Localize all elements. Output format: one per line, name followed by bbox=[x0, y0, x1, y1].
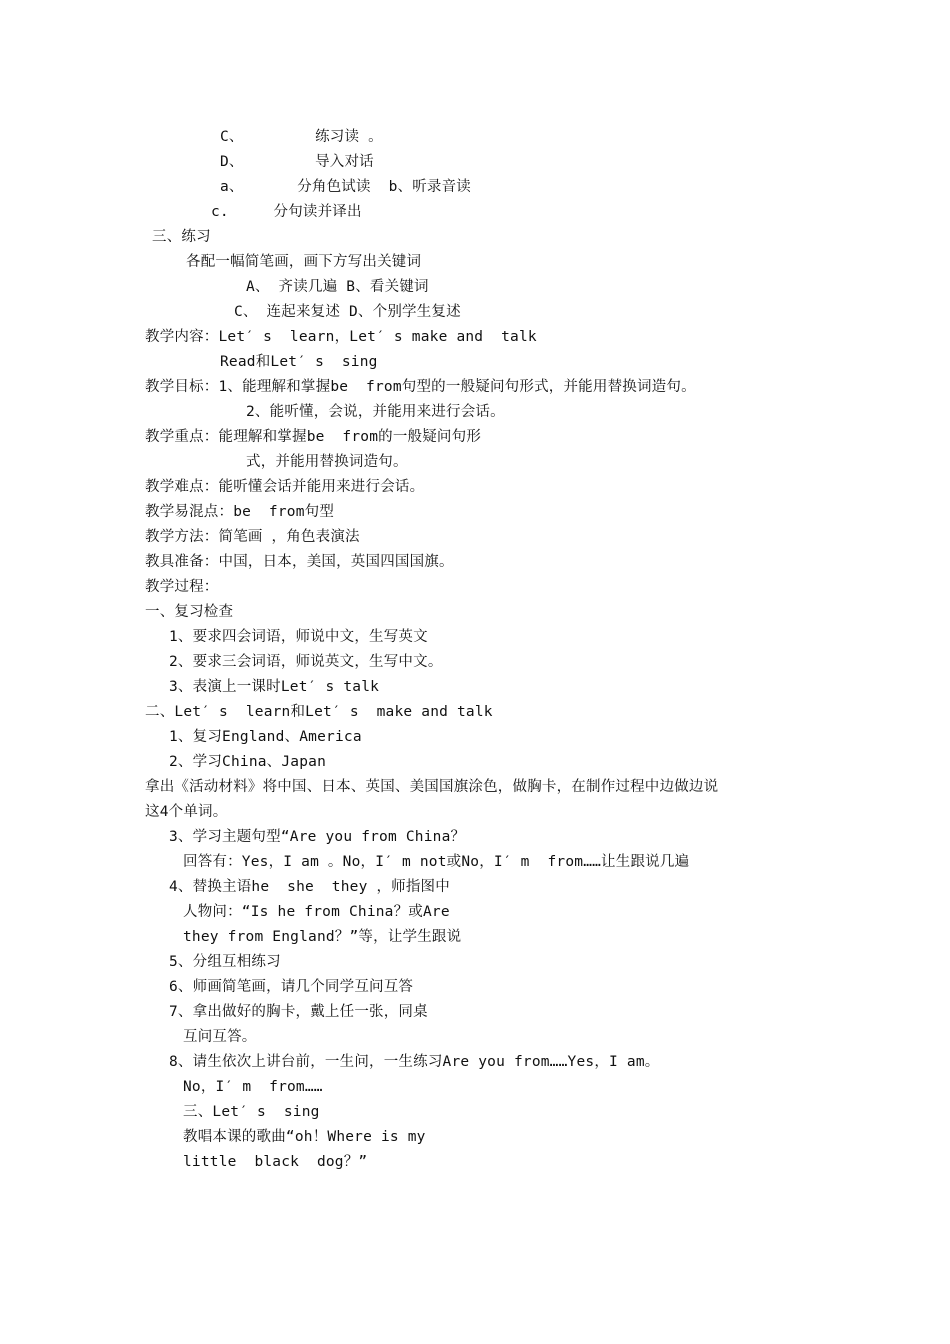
step-c-practice-reading: C、 练习读 。 bbox=[220, 129, 383, 145]
learn-item-8-cont: No，I′ m from…… bbox=[183, 1079, 323, 1095]
learn-item-2: 2、学习China、Japan bbox=[169, 754, 327, 770]
learn-item-7: 7、拿出做好的胸卡，戴上任一张，同桌 bbox=[169, 1004, 428, 1020]
teaching-content-cont: Read和Let′ s sing bbox=[220, 354, 378, 370]
learn-activity-text-cont: 这4个单词。 bbox=[145, 804, 228, 820]
teaching-method: 教学方法：简笔画 ，角色表演法 bbox=[145, 529, 360, 545]
sing-instruction-cont: little black dog？” bbox=[183, 1154, 368, 1170]
practice-options-cd: C、 连起来复述 D、个别学生复述 bbox=[234, 304, 461, 320]
learn-item-6: 6、师画简笔画，请几个同学互问互答 bbox=[169, 979, 414, 995]
learn-item-7-cont: 互问互答。 bbox=[183, 1029, 257, 1045]
teaching-goal-1: 教学目标：1、能理解和掌握be from句型的一般疑问句形式，并能用替换词造句。 bbox=[145, 379, 696, 395]
practice-options-ab: A、 齐读几遍 B、看关键词 bbox=[246, 279, 429, 295]
learn-item-8: 8、请生依次上讲台前，一生问，一生练习Are you from……Yes，I am。 bbox=[169, 1054, 660, 1070]
learn-item-3-answer: 回答有：Yes，I am 。No，I′ m not或No，I′ m from……让生跟说几遍 bbox=[183, 854, 690, 870]
section-practice-heading: 三、练习 bbox=[152, 229, 211, 245]
step-a-role-reading: a、 分角色试读 b、听录音读 bbox=[220, 179, 471, 195]
teaching-focus: 教学重点：能理解和掌握be from的一般疑问句形 bbox=[145, 429, 482, 445]
section-sing-heading: 三、Let′ s sing bbox=[183, 1104, 320, 1120]
review-item-1: 1、要求四会词语，师说中文，生写英文 bbox=[169, 629, 428, 645]
teaching-focus-cont: 式，并能用替换词造句。 bbox=[246, 454, 408, 470]
learn-item-4-cont-1: 人物问：“Is he from China？或Are bbox=[183, 904, 450, 920]
practice-instruction: 各配一幅简笔画，画下方写出关键词 bbox=[186, 254, 422, 270]
learn-item-1: 1、复习England、America bbox=[169, 729, 362, 745]
learn-item-3: 3、学习主题句型“Are you from China？ bbox=[169, 829, 466, 845]
review-item-3: 3、表演上一课时Let′ s talk bbox=[169, 679, 380, 695]
review-item-2: 2、要求三会词语，师说英文，生写中文。 bbox=[169, 654, 443, 670]
teaching-confusion-point: 教学易混点：be from句型 bbox=[145, 504, 335, 520]
step-d-introduce-dialogue: D、 导入对话 bbox=[220, 154, 374, 170]
learn-item-5: 5、分组互相练习 bbox=[169, 954, 281, 970]
teaching-difficulty: 教学难点：能听懂会话并能用来进行会话。 bbox=[145, 479, 425, 495]
teaching-content: 教学内容：Let′ s learn，Let′ s make and talk bbox=[145, 329, 537, 345]
teaching-aids: 教具准备：中国，日本，美国，英国四国国旗。 bbox=[145, 554, 454, 570]
sing-instruction: 教唱本课的歌曲“oh！Where is my bbox=[183, 1129, 426, 1145]
section-review-heading: 一、复习检查 bbox=[145, 604, 234, 620]
learn-activity-text: 拿出《活动材料》将中国、日本、英国、美国国旗涂色，做胸卡，在制作过程中边做边说 bbox=[145, 779, 719, 795]
learn-item-4: 4、替换主语he she they ，师指图中 bbox=[169, 879, 450, 895]
section-learn-heading: 二、Let′ s learn和Let′ s make and talk bbox=[145, 704, 493, 720]
step-c-sentence-reading: c. 分句读并译出 bbox=[211, 204, 362, 220]
learn-item-4-cont-2: they from England？”等，让学生跟说 bbox=[183, 929, 462, 945]
teaching-process-heading: 教学过程： bbox=[145, 579, 219, 595]
teaching-goal-2: 2、能听懂，会说，并能用来进行会话。 bbox=[246, 404, 505, 420]
